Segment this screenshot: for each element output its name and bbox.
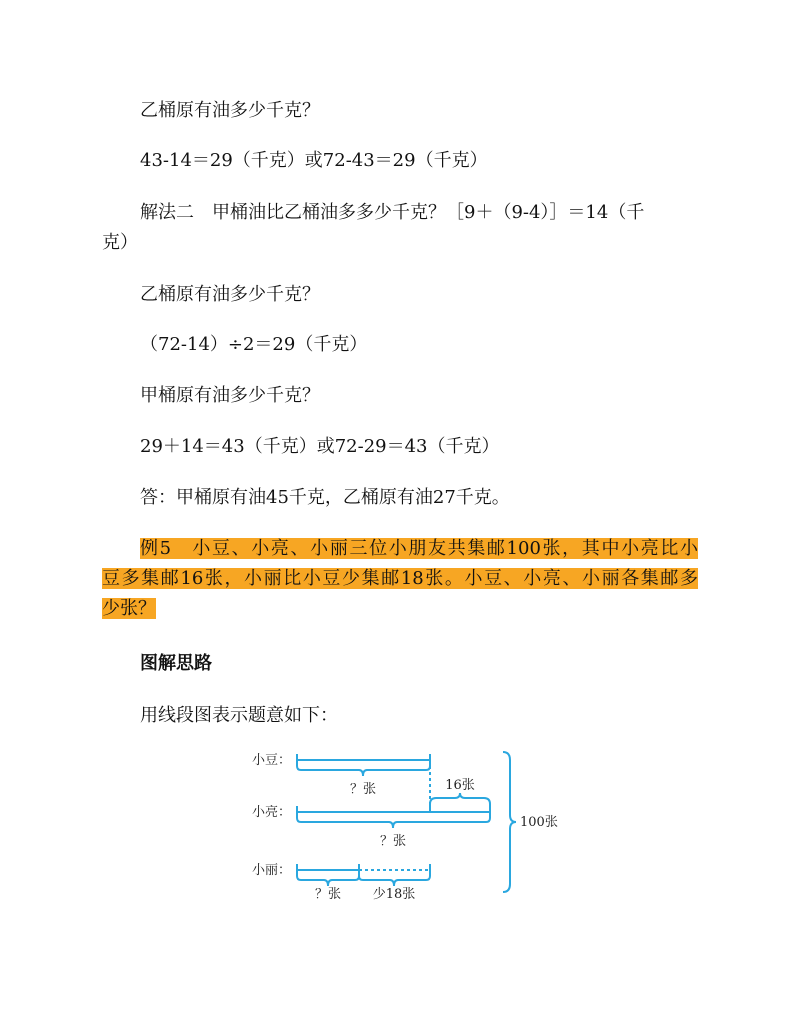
brace-xiaoliang <box>297 818 490 828</box>
brace-xiaoli <box>297 876 359 886</box>
text-method2-line1: 解法二 甲桶油比乙桶油多多少千克？［9＋（9-4）］＝14（千 <box>140 202 645 223</box>
text-calc-2: （72-14）÷2＝29（千克） <box>140 334 368 355</box>
example5-line1-text: 例5 小豆、小亮、小丽三位小朋友共集邮100张，其中小亮比小 <box>140 538 698 559</box>
diagram-lines <box>297 752 516 892</box>
example5-line2-text: 豆多集邮16张，小丽比小豆少集邮18张。小豆、小亮、小丽各集邮多 <box>102 568 698 589</box>
brace-less-18 <box>359 876 430 886</box>
text-q-yi-2: 乙桶原有油多少千克？ <box>140 284 320 305</box>
label-total: 100张 <box>520 815 558 830</box>
section-title: 图解思路 <box>140 653 212 674</box>
example5-line3-text: 少张？ <box>102 598 156 619</box>
text-q-yi: 乙桶原有油多少千克？ <box>140 100 320 121</box>
label-less-18: 少18张 <box>372 887 416 902</box>
text-calc-1: 43-14＝29（千克）或72-43＝29（千克） <box>140 150 488 171</box>
label-unknown-xiaodou: ？张 <box>349 782 377 797</box>
label-xiaoliang: 小亮： <box>252 805 292 820</box>
text-method2-line2: 克） <box>102 232 138 253</box>
text-answer: 答：甲桶原有油45千克，乙桶原有油27千克。 <box>140 487 510 508</box>
text-calc-3: 29＋14＝43（千克）或72-29＝43（千克） <box>140 436 500 457</box>
label-extra-16: 16张 <box>445 778 475 793</box>
label-unknown-xiaoli: ？张 <box>314 887 342 902</box>
text-q-jia: 甲桶原有油多少千克？ <box>140 385 320 406</box>
label-unknown-xiaoliang: ？张 <box>379 834 407 849</box>
diagram-intro: 用线段图表示题意如下： <box>140 705 338 726</box>
brace-xiaodou <box>297 766 430 776</box>
label-xiaodou: 小豆： <box>252 753 292 768</box>
brace-extra-16 <box>430 793 490 812</box>
brace-total <box>503 752 516 892</box>
label-xiaoli: 小丽： <box>252 863 292 878</box>
